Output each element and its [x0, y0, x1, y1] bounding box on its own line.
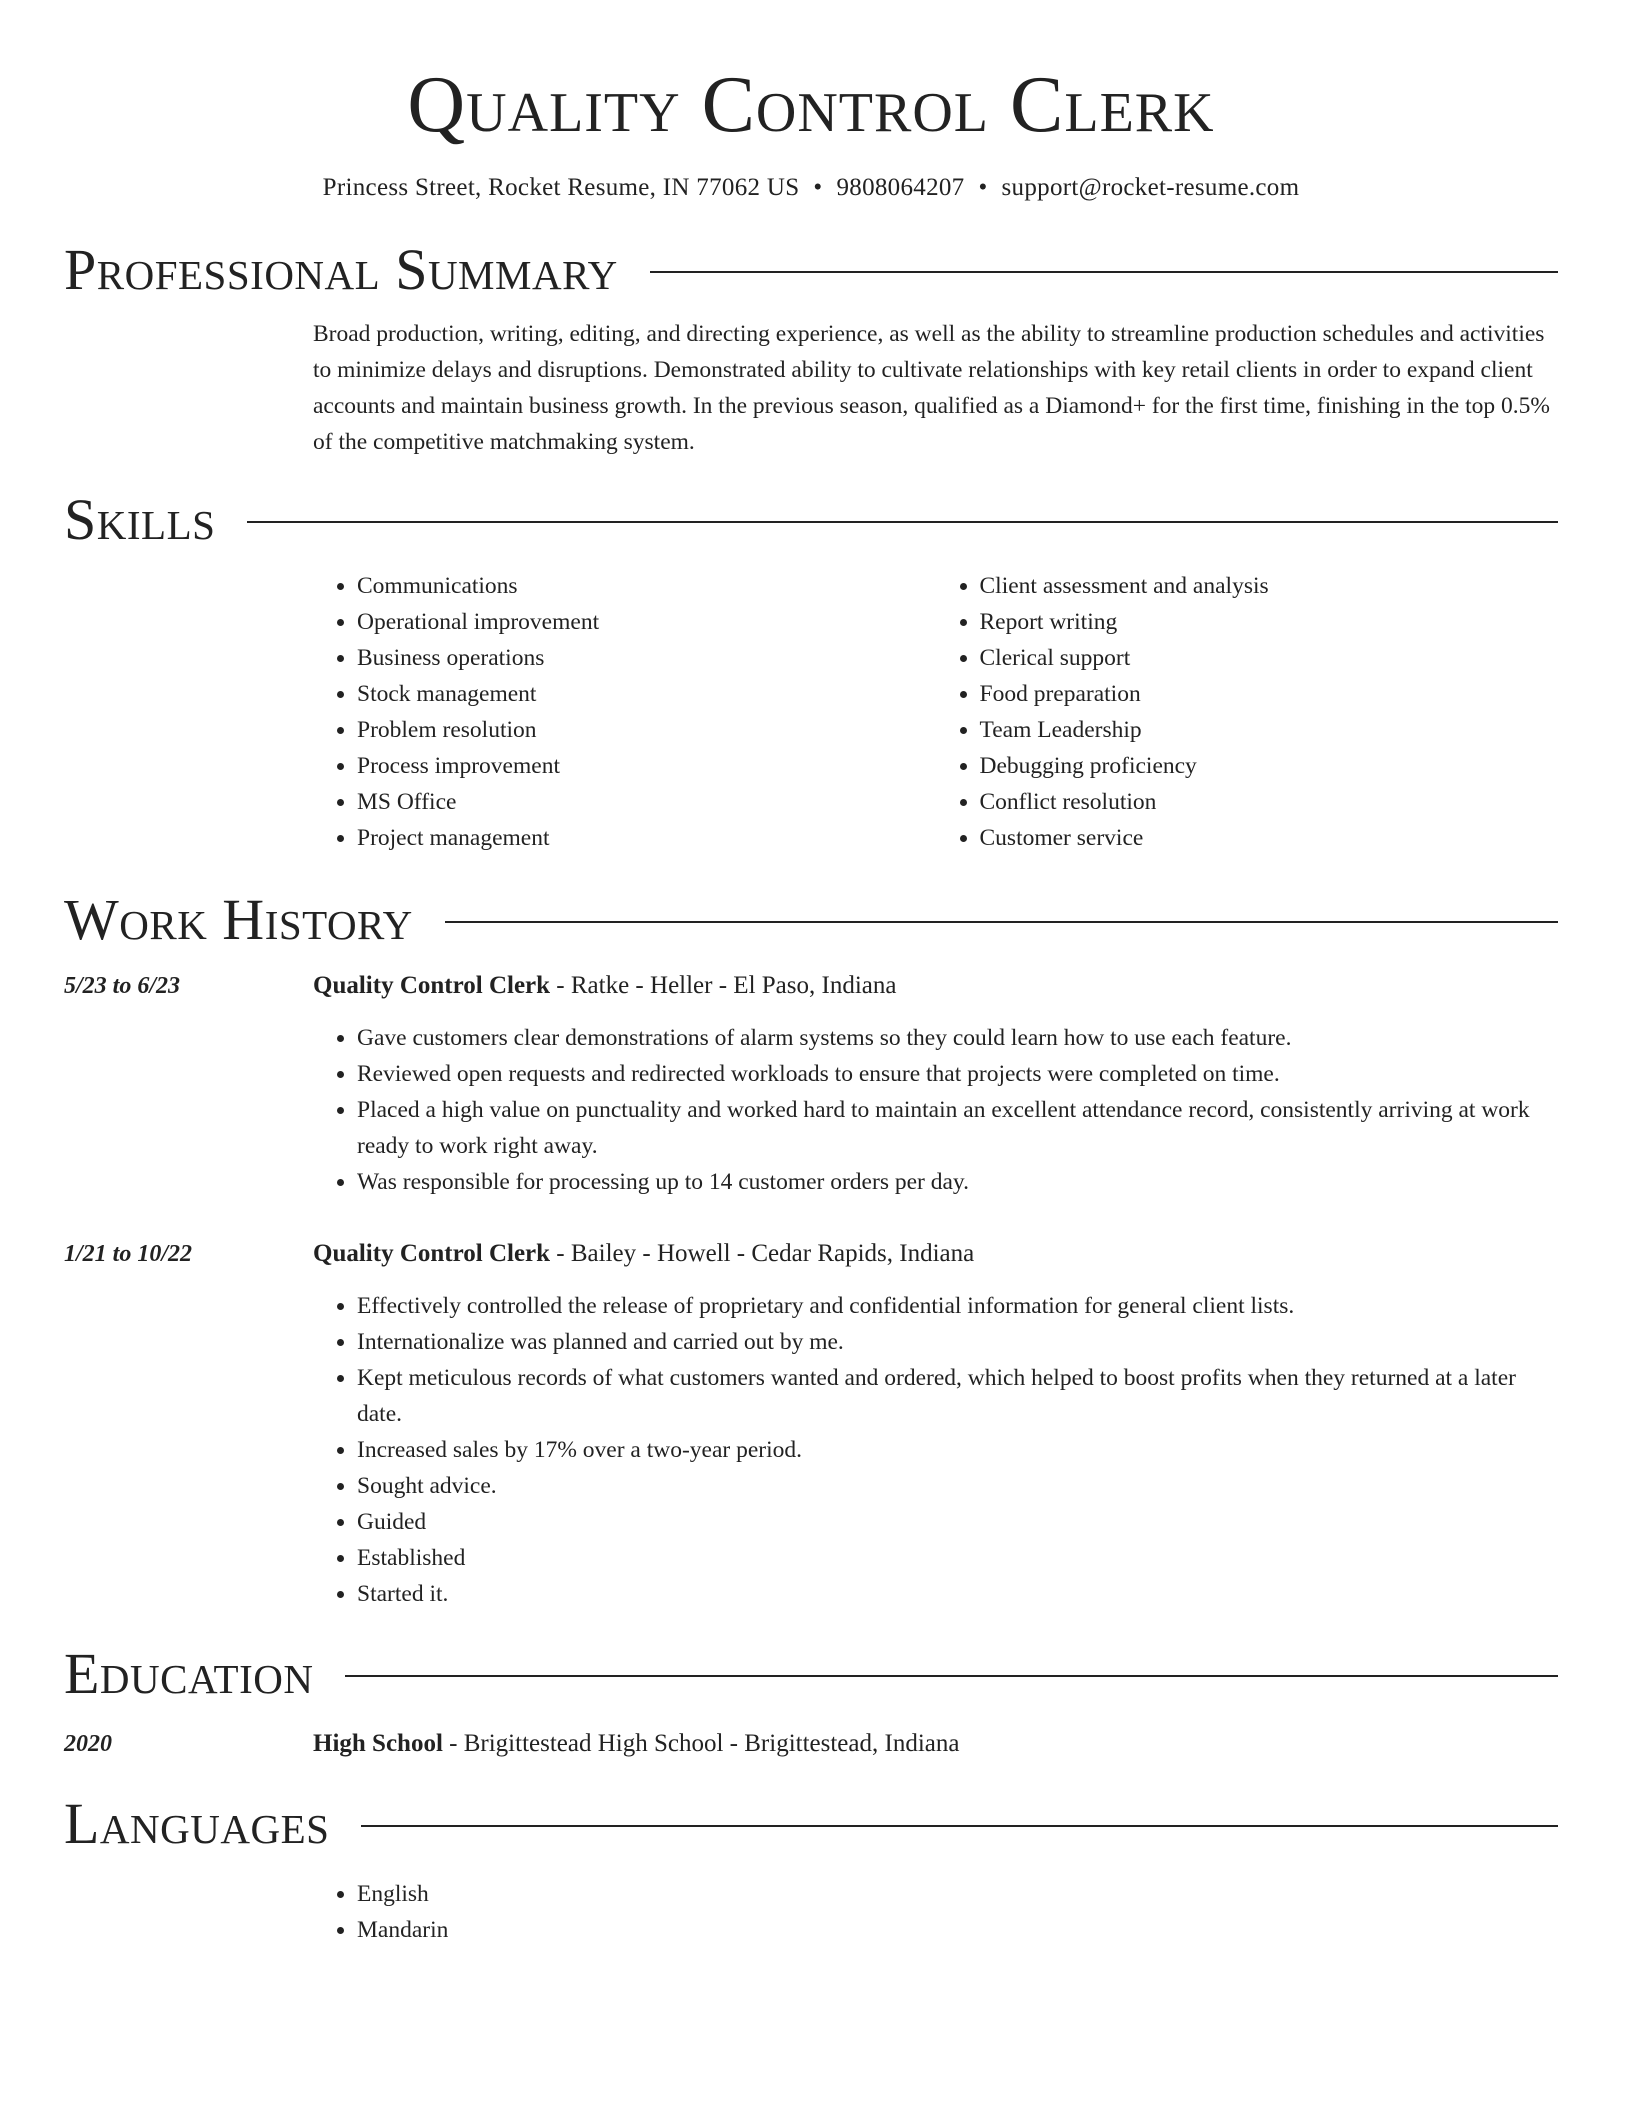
job-bullet: • Established	[357, 1540, 1558, 1576]
job-entry	[64, 968, 1558, 1004]
job-bullet: • Increased sales by 17% over a two-year period.	[357, 1432, 1558, 1468]
job-title: Quality Control Clerk	[313, 1240, 551, 1267]
job-bullet: • Placed a high value on punctuality and worked hard to maintain an excellent attendance record, consistently arriving at work ready to work right away.	[357, 1092, 1558, 1164]
skill-item: • Team Leadership	[980, 712, 1559, 748]
job-bullets	[313, 1288, 1558, 1612]
job-bullet: • Gave customers clear demonstrations of alarm systems so they could learn how to use each feature.	[357, 1020, 1558, 1056]
section-divider	[445, 921, 1558, 923]
skills-list-left	[313, 568, 936, 856]
education-school: - Brigittestead High School - Brigittestead, Indiana	[442, 1730, 960, 1757]
job-bullet: • Started it.	[357, 1576, 1558, 1612]
skill-item: • Operational improvement	[357, 604, 936, 640]
job-company: - Ratke - Heller - El Paso, Indiana	[550, 972, 897, 999]
job-title: Quality Control Clerk	[313, 972, 551, 999]
summary-section	[64, 238, 1558, 460]
languages-section	[64, 1792, 1558, 1948]
job-bullet: • Kept meticulous records of what customers wanted and ordered, which helped to boost profits when they returned at a later date.	[357, 1360, 1558, 1432]
job-bullet: • Sought advice.	[357, 1468, 1558, 1504]
skill-item: • Food preparation	[980, 676, 1559, 712]
education-entry	[64, 1726, 1558, 1762]
education-detail	[313, 1726, 959, 1762]
job-bullet: • Internationalize was planned and carried out by me.	[357, 1324, 1558, 1360]
contact-separator: •	[978, 174, 988, 201]
skill-item: • Problem resolution	[357, 712, 936, 748]
skill-item: • Stock management	[357, 676, 936, 712]
skills-section	[64, 488, 1558, 856]
section-divider	[361, 1825, 1558, 1827]
skill-item: • Communications	[357, 568, 936, 604]
skills-heading: Skills	[64, 487, 216, 552]
job-bullet: • Reviewed open requests and redirected workloads to ensure that projects were completed on time.	[357, 1056, 1558, 1092]
education-year: 2020	[64, 1731, 112, 1757]
skill-item: • Clerical support	[980, 640, 1559, 676]
skill-item: • Report writing	[980, 604, 1559, 640]
languages-header	[64, 1792, 1558, 1856]
job-bullets	[313, 1020, 1558, 1200]
languages-heading: Languages	[64, 1791, 330, 1856]
work-history-section	[64, 888, 1558, 1612]
resume-title: Quality Control Clerk	[407, 61, 1215, 149]
skill-item: • Process improvement	[357, 748, 936, 784]
skill-item: • MS Office	[357, 784, 936, 820]
resume-page	[64, 0, 1558, 1948]
skills-header	[64, 488, 1558, 552]
job-entry	[64, 1236, 1558, 1272]
skills-grid	[313, 568, 1558, 856]
education-header	[64, 1642, 1558, 1706]
contact-phone: 9808064207	[836, 174, 965, 201]
language-item: • Mandarin	[357, 1912, 1558, 1948]
job-bullet: • Was responsible for processing up to 14 customer orders per day.	[357, 1164, 1558, 1200]
skill-item: • Customer service	[980, 820, 1559, 856]
job-role	[313, 968, 896, 1004]
contact-address: Princess Street, Rocket Resume, IN 77062 US	[322, 174, 800, 201]
section-divider	[247, 521, 1558, 523]
summary-heading: Professional Summary	[64, 237, 618, 302]
job-role	[313, 1236, 974, 1272]
job-dates: 5/23 to 6/23	[64, 973, 181, 999]
skill-item: • Debugging proficiency	[980, 748, 1559, 784]
skill-item: • Business operations	[357, 640, 936, 676]
section-divider	[345, 1675, 1558, 1677]
summary-text: Broad production, writing, editing, and directing experience, as well as the ability to streamline production schedules and activities to minimize delays and disruptions. Demonstrated ability to cultivate relationships with key retail clients in order to expand client accounts and maintain business growth. In the previous season, qualified as a Diamond+ for the first time, finishing in the top 0.5% of the competitive matchmaking system.	[313, 321, 1550, 455]
job-company: - Bailey - Howell - Cedar Rapids, Indiana	[550, 1240, 975, 1267]
contact-separator: •	[813, 174, 823, 201]
summary-header	[64, 238, 1558, 302]
contact-email: support@rocket-resume.com	[1001, 174, 1300, 201]
education-degree: High School	[313, 1730, 443, 1757]
job-bullet: • Effectively controlled the release of proprietary and confidential information for general client lists.	[357, 1288, 1558, 1324]
education-heading: Education	[64, 1641, 314, 1706]
skill-item: • Project management	[357, 820, 936, 856]
languages-list	[313, 1876, 1558, 1948]
language-item: • English	[357, 1876, 1558, 1912]
job-bullet: • Guided	[357, 1504, 1558, 1540]
education-section	[64, 1642, 1558, 1762]
skill-item: • Conflict resolution	[980, 784, 1559, 820]
work-history-heading: Work History	[64, 887, 413, 952]
contact-line	[64, 172, 1558, 204]
work-history-header	[64, 888, 1558, 952]
skill-item: • Client assessment and analysis	[980, 568, 1559, 604]
job-dates: 1/21 to 10/22	[64, 1241, 193, 1267]
skills-list-right	[936, 568, 1559, 856]
section-divider	[650, 271, 1558, 273]
